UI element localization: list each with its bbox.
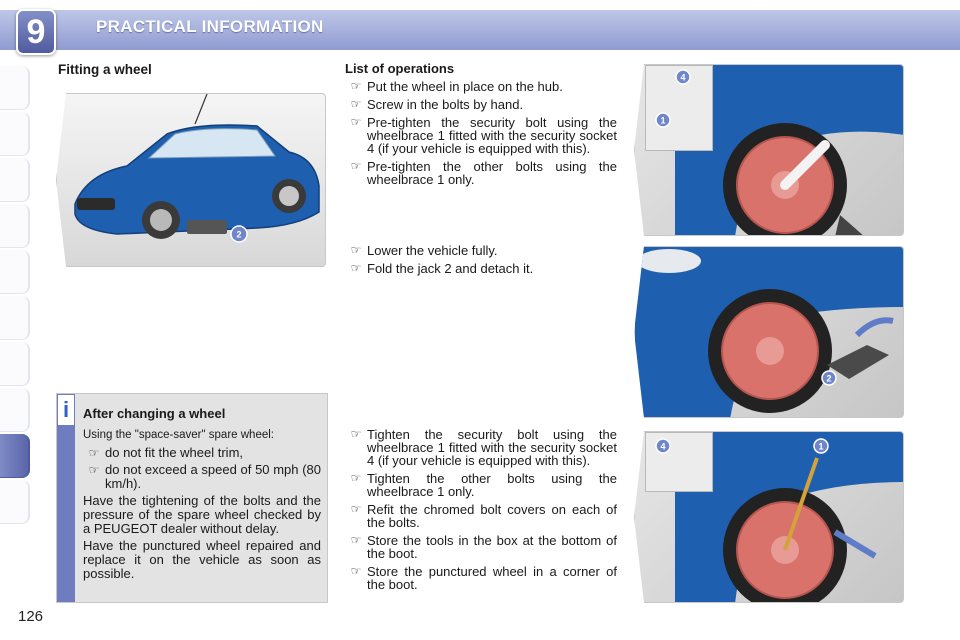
callout-marker xyxy=(231,226,247,242)
operations-group-2 xyxy=(345,244,617,280)
chapter-tab-active[interactable] xyxy=(0,434,30,478)
list-item xyxy=(345,160,617,186)
list-item-text: Store the tools in the box at the bottom of the boot. xyxy=(367,533,617,561)
list-item-text: Screw in the bolts by hand. xyxy=(367,97,524,112)
pointing-hand-icon: ☞ xyxy=(350,79,362,93)
pointing-hand-icon: ☞ xyxy=(350,564,362,578)
svg-text:4: 4 xyxy=(660,441,666,452)
page-number: 126 xyxy=(18,608,44,625)
svg-text:2: 2 xyxy=(826,373,832,384)
list-item xyxy=(345,116,617,155)
svg-text:1: 1 xyxy=(660,115,666,126)
pointing-hand-icon: ☞ xyxy=(350,427,362,441)
callout-marker xyxy=(814,439,828,453)
operations-title: List of operations xyxy=(345,61,455,76)
callout-marker xyxy=(656,439,670,453)
list-item-text: do not fit the wheel trim, xyxy=(105,445,244,460)
callout-marker xyxy=(822,371,836,385)
chapter-tab[interactable] xyxy=(0,342,30,386)
chapter-number-badge: 9 xyxy=(16,9,56,55)
list-item-text: Put the wheel in place on the hub. xyxy=(367,79,563,94)
pointing-hand-icon: ☞ xyxy=(350,115,362,129)
list-item-text: do not exceed a speed of 50 mph (80 km/h). xyxy=(105,462,321,491)
chapter-tab[interactable] xyxy=(0,204,30,248)
wheel-fitting-illustration-3 xyxy=(634,431,904,603)
list-item-text: Refit the chromed bolt covers on each of the bolts. xyxy=(367,502,617,530)
pointing-hand-icon: ☞ xyxy=(88,446,100,460)
pointing-hand-icon: ☞ xyxy=(350,261,362,275)
list-item xyxy=(345,534,617,560)
wheel-fitting-illustration-2 xyxy=(634,246,904,418)
list-item xyxy=(345,80,617,93)
chapter-tab[interactable] xyxy=(0,388,30,432)
chapter-tab[interactable] xyxy=(0,480,30,524)
pointing-hand-icon: ☞ xyxy=(350,502,362,516)
list-item-text: Tighten the security bolt using the wheelbrace 1 fitted with the security socket 4 (if your vehicle is equipped with this). xyxy=(367,427,617,468)
operations-group-1 xyxy=(345,62,617,191)
chapter-tab[interactable] xyxy=(0,296,30,340)
pointing-hand-icon: ☞ xyxy=(350,159,362,173)
info-box xyxy=(56,393,328,603)
chapter-tabs xyxy=(0,66,34,586)
list-item-text: Pre-tighten the other bolts using the wheelbrace 1 only. xyxy=(367,159,617,187)
section-title: Fitting a wheel xyxy=(58,62,152,77)
chapter-tab[interactable] xyxy=(0,158,30,202)
list-item xyxy=(345,244,617,257)
svg-text:4: 4 xyxy=(680,72,686,83)
pointing-hand-icon: ☞ xyxy=(350,97,362,111)
pointing-hand-icon: ☞ xyxy=(350,533,362,547)
list-item xyxy=(345,565,617,591)
list-item-text: Pre-tighten the security bolt using the wheelbrace 1 fitted with the security socket 4 (if your vehicle is equipped with this). xyxy=(367,115,617,156)
pointing-hand-icon: ☞ xyxy=(88,463,100,477)
list-item xyxy=(83,463,321,491)
list-item-text: Tighten the other bolts using the wheelbrace 1 only. xyxy=(367,471,617,499)
list-item xyxy=(345,262,617,275)
info-icon: i xyxy=(57,394,75,426)
car-illustration xyxy=(56,93,326,267)
info-box-subtitle: Using the "space-saver" spare wheel: xyxy=(83,429,274,441)
list-item xyxy=(345,98,617,111)
list-item-text: Lower the vehicle fully. xyxy=(367,243,498,258)
list-item xyxy=(345,503,617,529)
chapter-tab[interactable] xyxy=(0,250,30,294)
list-item-text: Fold the jack 2 and detach it. xyxy=(367,261,534,276)
wheel-fitting-illustration-1 xyxy=(634,64,904,236)
operations-group-3 xyxy=(345,428,617,596)
info-box-title: After changing a wheel xyxy=(83,406,226,421)
chapter-tab[interactable] xyxy=(0,112,30,156)
svg-text:1: 1 xyxy=(818,441,824,452)
list-item xyxy=(345,428,617,467)
info-paragraph: Have the tightening of the bolts and the pressure of the spare wheel checked by a PEUGEOT dealer without delay. xyxy=(83,493,321,536)
callout-marker xyxy=(656,113,670,127)
pointing-hand-icon: ☞ xyxy=(350,243,362,257)
info-paragraph: Have the punctured wheel repaired and replace it on the vehicle as soon as possible. xyxy=(83,538,321,581)
list-item xyxy=(83,446,321,460)
header-band-top xyxy=(0,0,960,10)
chapter-tab[interactable] xyxy=(0,66,30,110)
list-item xyxy=(345,472,617,498)
page-header-title: PRACTICAL INFORMATION xyxy=(96,17,324,36)
pointing-hand-icon: ☞ xyxy=(350,471,362,485)
list-item-text: Store the punctured wheel in a corner of the boot. xyxy=(367,564,617,592)
callout-marker xyxy=(676,70,690,84)
svg-text:2: 2 xyxy=(236,229,242,240)
